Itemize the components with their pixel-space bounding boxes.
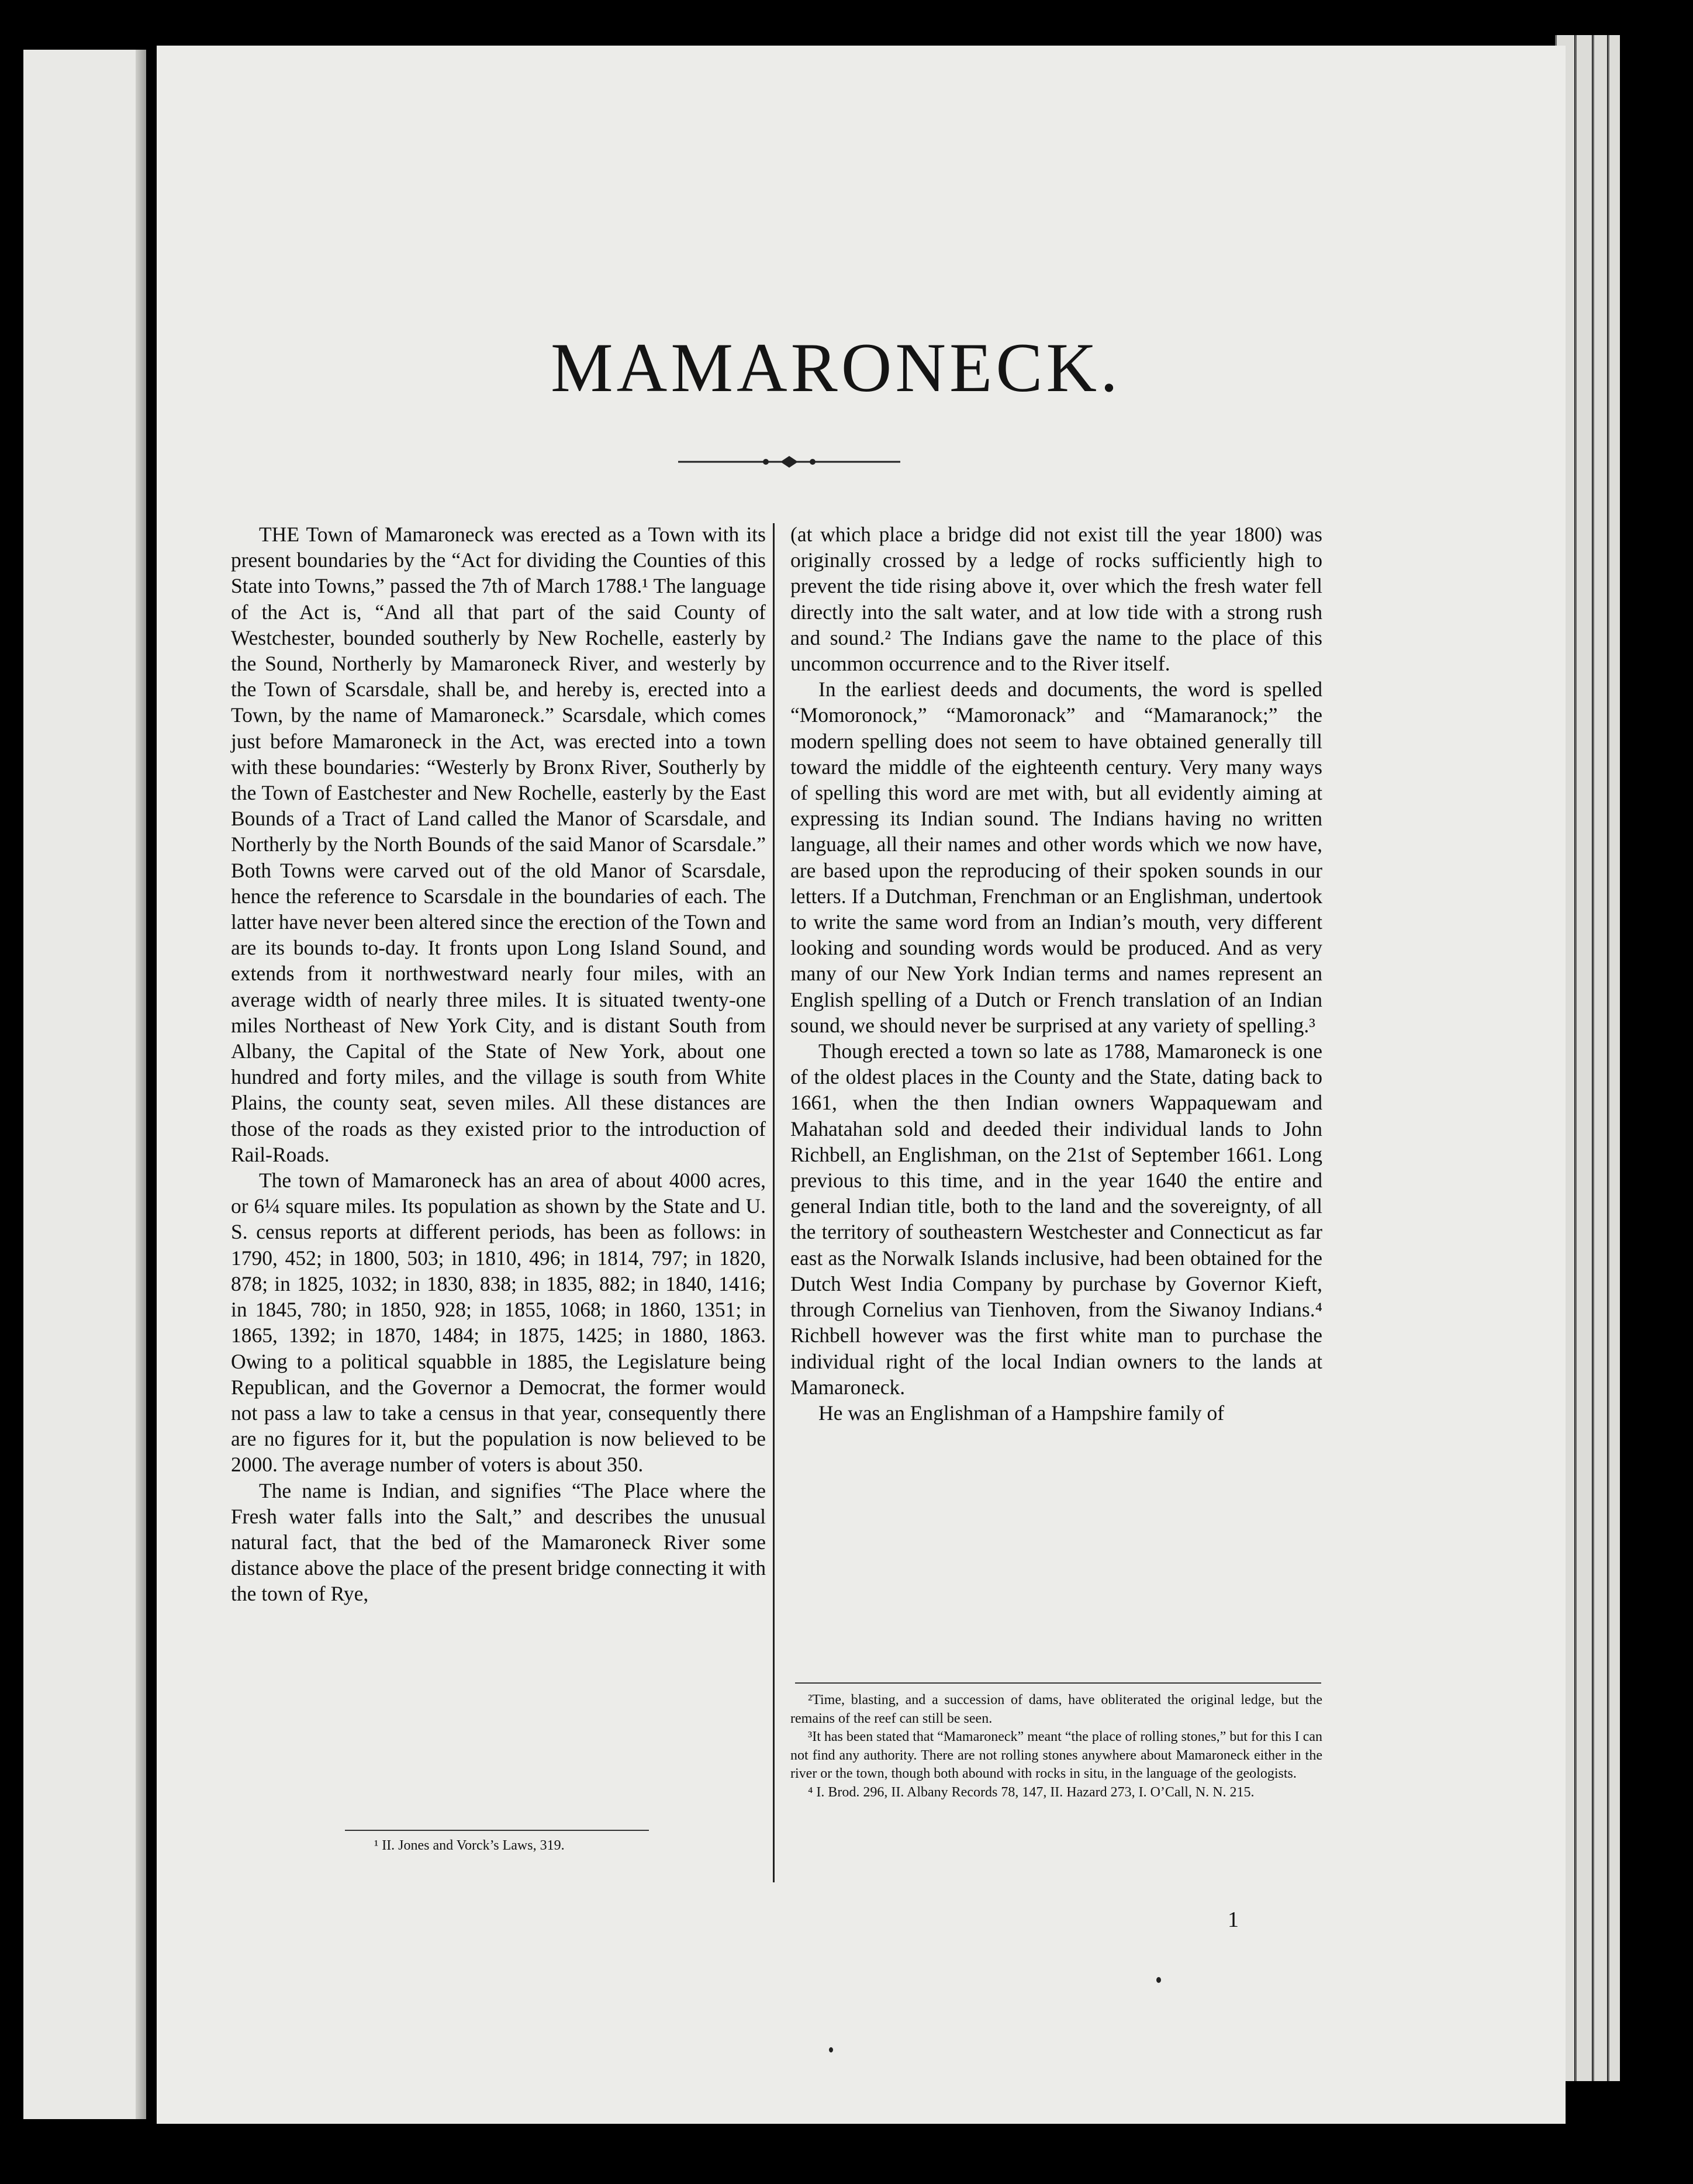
right-text-column	[790, 521, 1322, 1426]
footnote: ²Time, blasting, and a succession of dams, have obliterated the original ledge, but the remains of the reef can still be seen.	[790, 1692, 1322, 1726]
footnote: ⁴ I. Brod. 296, II. Albany Records 78, 147, II. Hazard 273, I. O’Call, N. N. 215.	[808, 1784, 1255, 1800]
stacked-page-edges	[1555, 35, 1654, 2081]
footnote: ¹ II. Jones and Vorck’s Laws, 319.	[374, 1838, 565, 1853]
facing-page-edge	[23, 50, 146, 2119]
page-title: MAMARONECK.	[550, 329, 1122, 406]
paragraph: The name is Indian, and signifies “The Place where the Fresh water falls into the Salt,” and describes the unusual natural fact, that the bed of the Mamaroneck River some distance above the place of the present bridge connecting it with the town of Rye,	[231, 1478, 766, 1606]
footnote-divider	[773, 1836, 775, 1882]
paragraph: (at which place a bridge did not exist till the year 1800) was originally crossed by a ledge of rocks sufficiently high to prevent the tide rising above it, over which the fresh water fell directly into the salt water, and at low tide with a strong rush and sound.² The Indians gave the name to the place of this uncommon occurrence and to the River itself.	[790, 523, 1322, 676]
title-ornament	[672, 450, 906, 474]
ink-speck	[829, 2047, 833, 2052]
paragraph: Though erected a town so late as 1788, Mamaroneck is one of the oldest places in the County and the State, dating back to 1661, when the then Indian owners Wappaquewam and Mahatahan sold and deeded their individual lands to John Richbell, an Englishman, on the 21st of September 1661. Long previous to this time, and in the year 1640 the entire and general Indian title, both to the land and the sovereignty, of all the territory of southeastern Westchester and Connecticut as far east as the Norwalk Islands inclusive, had been obtained for the Dutch West India Company by purchase by Governor Kieft, through Cornelius van Tienhoven, from the Siwanoy Indians.⁴ Richbell however was the first white man to purchase the individual right of the local Indian owners to the lands at Mamaroneck.	[790, 1039, 1322, 1399]
column-divider	[773, 523, 775, 1874]
footnote-rule	[795, 1682, 1321, 1684]
paragraph: The town of Mamaroneck has an area of about 4000 acres, or 6¼ square miles. Its population as shown by the State and U. S. census reports at different periods, has been as follows: in 1790, 452; in 1800, 503; in 1810, 496; in 1814, 797; in 1820, 878; in 1825, 1032; in 1830, 838; in 1835, 882; in 1840, 1416; in 1845, 780; in 1850, 928; in 1855, 1068; in 1860, 1351; in 1865, 1392; in 1870, 1484; in 1875, 1425; in 1880, 1863. Owing to a political squabble in 1885, the Legislature being Republican, and the Governor a Democrat, the former would not pass a law to take a census in that year, consequently there are no figures for it, but the population is now believed to be 2000. The average number of voters is about 350.	[231, 1169, 766, 1477]
paragraph: THE Town of Mamaroneck was erected as a Town with its present boundaries by the “Act for dividing the Counties of this State into Towns,” passed the 7th of March 1788.¹ The language of the Act is, “And all that part of the said County of Westchester, bounded southerly by New Rochelle, easterly by the Sound, Northerly by Mamaroneck River, and westerly by the Town of Scarsdale, shall be, and hereby is, erected into a Town, by the name of Mamaroneck.” Scarsdale, which comes just before Mamaroneck in the Act, was erected into a town with these boundaries: “Westerly by Bronx River, Southerly by the Town of Eastchester and New Rochelle, easterly by the East Bounds of a Tract of Land called the Manor of Scarsdale, and Northerly by the North Bounds of the said Manor of Scarsdale.” Both Towns were carved out of the old Manor of Scarsdale, hence the reference to Scarsdale in the boundaries of each. The latter have never been altered since the erection of the Town and are its bounds to-day. It fronts upon Long Island Sound, and extends from it northwestward nearly four miles, with an average width of nearly three miles. It is situated twenty-one miles Northeast of New York City, and is distant South from Albany, the Capital of the State of New York, about one hundred and forty miles, and the village is south from White Plains, the county seat, seven miles. All these distances are those of the roads as they existed prior to the introduction of Rail-Roads.	[231, 523, 766, 1166]
footnote: ³It has been stated that “Mamaroneck” meant “the place of rolling stones,” but for this I can not find any authority. There are not rolling stones anywhere about Mamaroneck either in the river or the town, though both abound with rocks in situ, in the language of the geologists.	[790, 1729, 1322, 1781]
footnotes-left	[357, 1837, 649, 1855]
footnote-rule	[345, 1830, 649, 1831]
footnotes-right	[790, 1691, 1322, 1802]
left-text-column	[231, 521, 766, 1607]
ink-speck	[1156, 1977, 1161, 1983]
paragraph: In the earliest deeds and documents, the word is spelled “Momoronock,” “Mamoronack” and “Mamaranock;” the modern spelling does not seem to have obtained generally till toward the middle of the eighteenth century. Very many ways of spelling this word are met with, but all evidently aiming at expressing its Indian sound. The Indians having no written language, all their names and other words which we now have, are based upon the reproducing of their spoken sounds in our letters. If a Dutchman, Frenchman or an Englishman, undertook to write the same word from an Indian’s mouth, very different looking and sounding words would be produced. And as very many of our New York Indian terms and names represent an English spelling of a Dutch or French translation of an Indian sound, we should never be surprised at any variety of spelling.³	[790, 678, 1322, 1037]
paragraph: He was an Englishman of a Hampshire family of	[818, 1401, 1225, 1425]
page-number: 1	[1228, 1907, 1239, 1932]
gutter-shadow	[136, 50, 146, 2119]
